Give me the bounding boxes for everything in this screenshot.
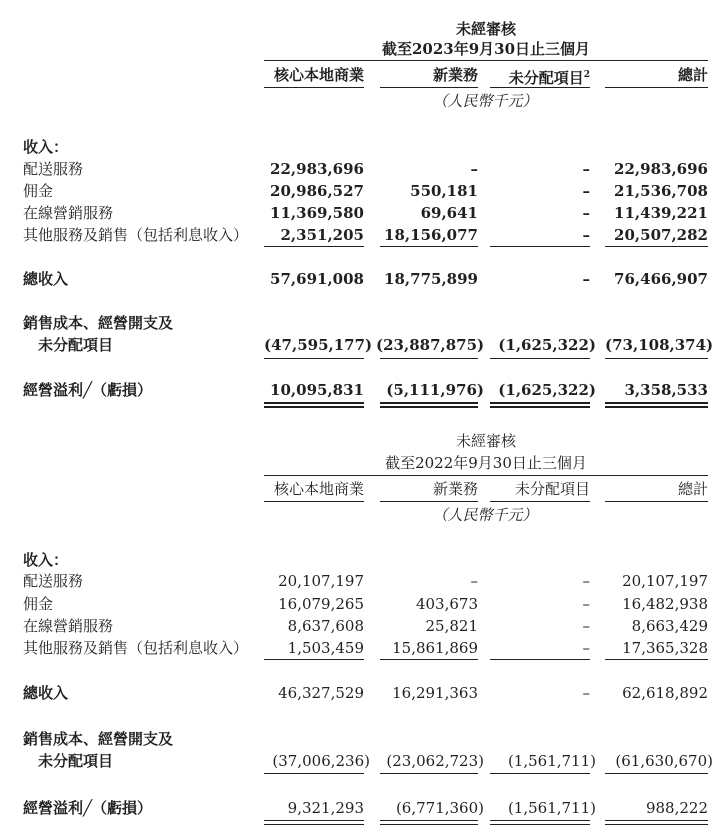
unit-label: （人民幣千元）	[432, 506, 538, 524]
col-total-header: 總計	[677, 66, 708, 84]
audit-label: 未經審核	[455, 20, 516, 38]
period-label: 截至2023年9月30日止三個月	[381, 40, 591, 58]
col-core-header: 核心本地商業	[273, 480, 364, 498]
period-label: 截至2022年9月30日止三個月	[385, 454, 587, 472]
col-unallocated-header: 未分配項目$^2$	[508, 69, 590, 87]
col-new-header: 新業務	[432, 480, 478, 498]
col-new-header: 新業務	[432, 66, 478, 84]
revenue-heading: 收入：	[23, 138, 69, 156]
col-total-header: 總計	[677, 480, 708, 498]
col-unallocated-header: 未分配項目	[514, 480, 590, 498]
unit-label: （人民幣千元）	[432, 92, 538, 110]
audit-label: 未經審核	[455, 432, 516, 450]
revenue-heading: 收入：	[23, 551, 69, 569]
col-core-header: 核心本地商業	[273, 66, 364, 84]
